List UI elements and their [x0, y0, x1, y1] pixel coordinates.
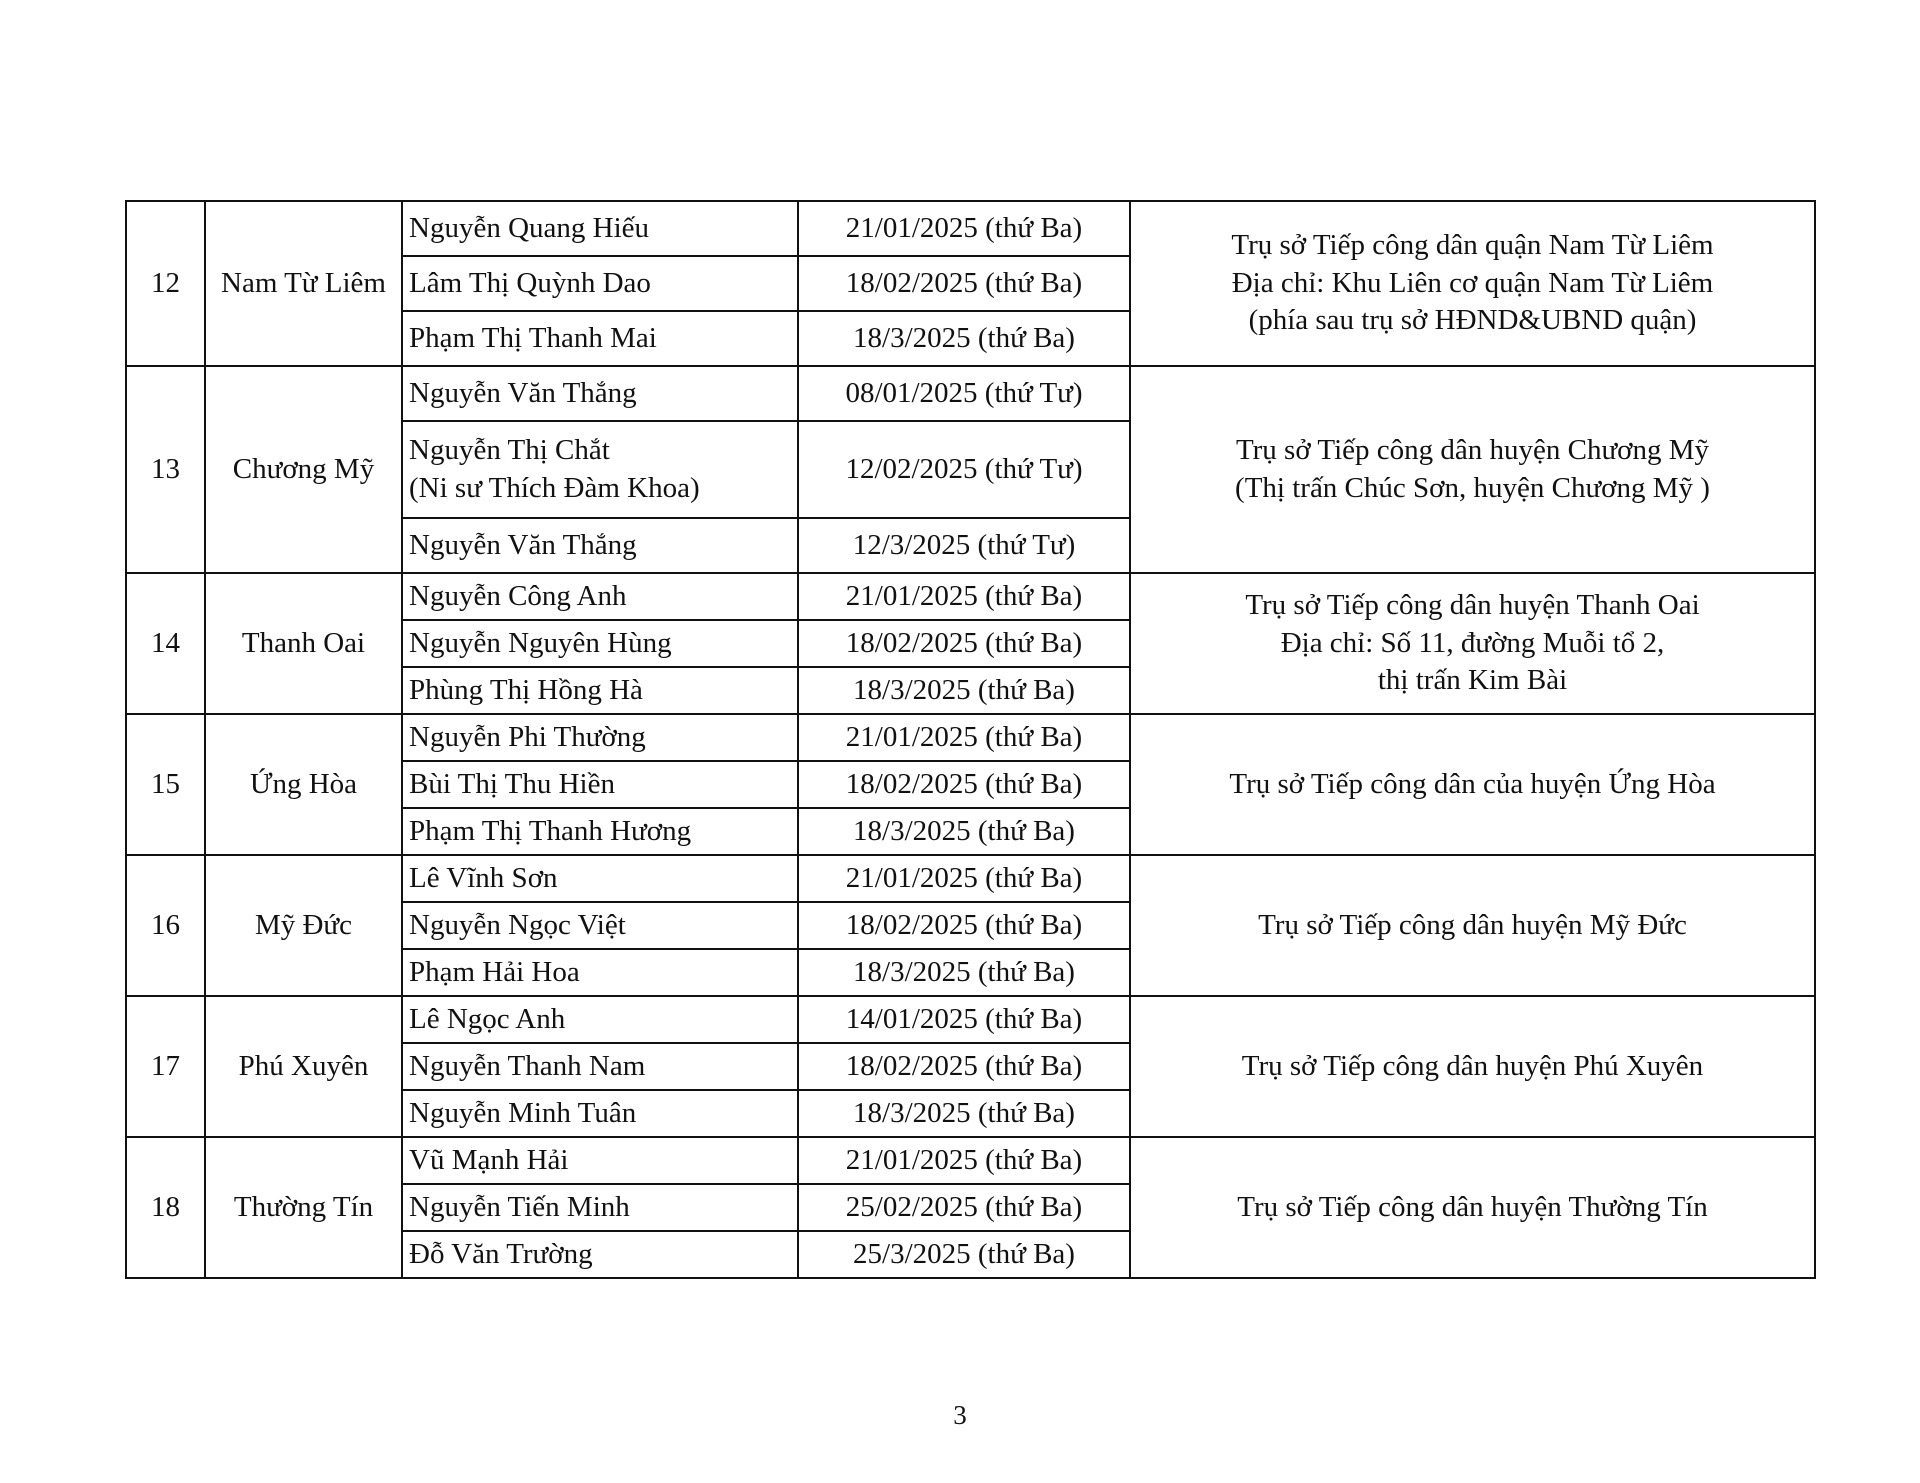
reception-date: 18/02/2025 (thứ Ba): [798, 761, 1130, 808]
official-name-line: (Ni sư Thích Đàm Khoa): [409, 471, 700, 504]
schedule-table-body: [126, 201, 1815, 1278]
official-name-line: Lê Vĩnh Sơn: [409, 861, 558, 894]
official-name-line: Nguyễn Văn Thắng: [409, 376, 637, 409]
reception-date: 21/01/2025 (thứ Ba): [798, 714, 1130, 761]
official-name-line: Nguyễn Quang Hiếu: [409, 211, 650, 244]
table-row: [126, 855, 1815, 902]
reception-place-line: Trụ sở Tiếp công dân huyện Thanh Oai: [1245, 588, 1700, 621]
row-number: 13: [126, 366, 205, 573]
reception-place-line: (Thị trấn Chúc Sơn, huyện Chương Mỹ ): [1235, 471, 1710, 504]
reception-place-line: Địa chỉ: Số 11, đường Muỗi tổ 2,: [1280, 626, 1665, 659]
reception-place-line: (phía sau trụ sở HĐND&UBND quận): [1248, 304, 1697, 337]
reception-place-line: thị trấn Kim Bài: [1377, 664, 1568, 697]
page-number: 3: [953, 1400, 967, 1430]
official-name: [402, 902, 798, 949]
reception-date: 18/02/2025 (thứ Ba): [798, 902, 1130, 949]
official-name-line: Phạm Hải Hoa: [409, 955, 580, 988]
schedule-table: [125, 200, 1816, 1279]
reception-date: 18/3/2025 (thứ Ba): [798, 667, 1130, 714]
table-row: [126, 1137, 1815, 1184]
unit-name: Thanh Oai: [205, 573, 402, 714]
official-name-line: Nguyễn Ngọc Việt: [409, 908, 626, 941]
reception-place: [1130, 366, 1815, 573]
official-name-line: Phạm Thị Thanh Mai: [409, 321, 657, 354]
official-name-line: Nguyễn Thị Chắt: [409, 433, 610, 466]
table-row: [126, 714, 1815, 761]
official-name: [402, 256, 798, 311]
reception-date: 18/3/2025 (thứ Ba): [798, 1090, 1130, 1137]
unit-name: Phú Xuyên: [205, 996, 402, 1137]
official-name-line: Lê Ngọc Anh: [409, 1002, 566, 1035]
reception-date: 12/3/2025 (thứ Tư): [798, 518, 1130, 573]
reception-place-line: Trụ sở Tiếp công dân quận Nam Từ Liêm: [1231, 228, 1714, 261]
reception-date: 21/01/2025 (thứ Ba): [798, 855, 1130, 902]
table-row: [126, 573, 1815, 620]
unit-name: Ứng Hòa: [205, 714, 402, 855]
reception-place-line: Trụ sở Tiếp công dân huyện Mỹ Đức: [1258, 908, 1687, 941]
official-name-line: Phạm Thị Thanh Hương: [409, 814, 692, 847]
unit-name: Nam Từ Liêm: [205, 201, 402, 366]
reception-place: [1130, 573, 1815, 714]
official-name: [402, 667, 798, 714]
reception-place-line: Địa chỉ: Khu Liên cơ quận Nam Từ Liêm: [1231, 266, 1714, 299]
reception-place-line: Trụ sở Tiếp công dân huyện Chương Mỹ: [1235, 433, 1710, 466]
reception-date: 18/3/2025 (thứ Ba): [798, 949, 1130, 996]
row-number: 12: [126, 201, 205, 366]
table-row: [126, 366, 1815, 421]
official-name-line: Nguyễn Phi Thường: [409, 720, 646, 753]
official-name: [402, 311, 798, 366]
table-row: [126, 201, 1815, 256]
official-name: [402, 366, 798, 421]
official-name-line: Nguyễn Minh Tuân: [409, 1096, 637, 1129]
official-name: [402, 1231, 798, 1278]
reception-place-line: Trụ sở Tiếp công dân huyện Phú Xuyên: [1241, 1049, 1704, 1082]
official-name: [402, 714, 798, 761]
reception-place-line: Trụ sở Tiếp công dân huyện Thường Tín: [1237, 1190, 1708, 1223]
row-number: 16: [126, 855, 205, 996]
reception-date: 21/01/2025 (thứ Ba): [798, 1137, 1130, 1184]
reception-date: 21/01/2025 (thứ Ba): [798, 201, 1130, 256]
reception-date: 21/01/2025 (thứ Ba): [798, 573, 1130, 620]
row-number: 15: [126, 714, 205, 855]
official-name-line: Vũ Mạnh Hải: [409, 1143, 569, 1176]
official-name-line: Bùi Thị Thu Hiền: [409, 767, 615, 800]
unit-name: Thường Tín: [205, 1137, 402, 1278]
official-name: [402, 855, 798, 902]
row-number: 18: [126, 1137, 205, 1278]
official-name: [402, 620, 798, 667]
official-name-line: Nguyễn Nguyên Hùng: [409, 626, 672, 659]
official-name: [402, 573, 798, 620]
table-row: [126, 996, 1815, 1043]
official-name-line: Đỗ Văn Trường: [409, 1237, 593, 1270]
official-name-line: Nguyễn Văn Thắng: [409, 528, 637, 561]
reception-place-line: Trụ sở Tiếp công dân của huyện Ứng Hòa: [1229, 767, 1716, 800]
reception-date: 18/02/2025 (thứ Ba): [798, 1043, 1130, 1090]
official-name: [402, 201, 798, 256]
row-number: 17: [126, 996, 205, 1137]
official-name: [402, 1137, 798, 1184]
reception-date: 12/02/2025 (thứ Tư): [798, 421, 1130, 518]
reception-place: [1130, 201, 1815, 366]
reception-date: 25/3/2025 (thứ Ba): [798, 1231, 1130, 1278]
official-name: [402, 1090, 798, 1137]
official-name-line: Nguyễn Thanh Nam: [409, 1049, 646, 1082]
reception-place: [1130, 996, 1815, 1137]
reception-date: 18/02/2025 (thứ Ba): [798, 620, 1130, 667]
official-name-line: Nguyễn Công Anh: [409, 579, 627, 612]
official-name: [402, 1043, 798, 1090]
reception-date: 08/01/2025 (thứ Tư): [798, 366, 1130, 421]
official-name: [402, 761, 798, 808]
official-name: [402, 518, 798, 573]
unit-name: Mỹ Đức: [205, 855, 402, 996]
official-name-line: Phùng Thị Hồng Hà: [409, 673, 643, 706]
official-name: [402, 949, 798, 996]
official-name: [402, 1184, 798, 1231]
official-name: [402, 996, 798, 1043]
row-number: 14: [126, 573, 205, 714]
official-name: [402, 808, 798, 855]
official-name-line: Nguyễn Tiến Minh: [409, 1190, 630, 1223]
reception-place: [1130, 1137, 1815, 1278]
reception-date: 18/3/2025 (thứ Ba): [798, 808, 1130, 855]
official-name: [402, 421, 798, 518]
reception-date: 18/02/2025 (thứ Ba): [798, 256, 1130, 311]
official-name-line: Lâm Thị Quỳnh Dao: [409, 266, 651, 299]
reception-place: [1130, 855, 1815, 996]
reception-date: 18/3/2025 (thứ Ba): [798, 311, 1130, 366]
reception-place: [1130, 714, 1815, 855]
reception-date: 25/02/2025 (thứ Ba): [798, 1184, 1130, 1231]
unit-name: Chương Mỹ: [205, 366, 402, 573]
reception-date: 14/01/2025 (thứ Ba): [798, 996, 1130, 1043]
